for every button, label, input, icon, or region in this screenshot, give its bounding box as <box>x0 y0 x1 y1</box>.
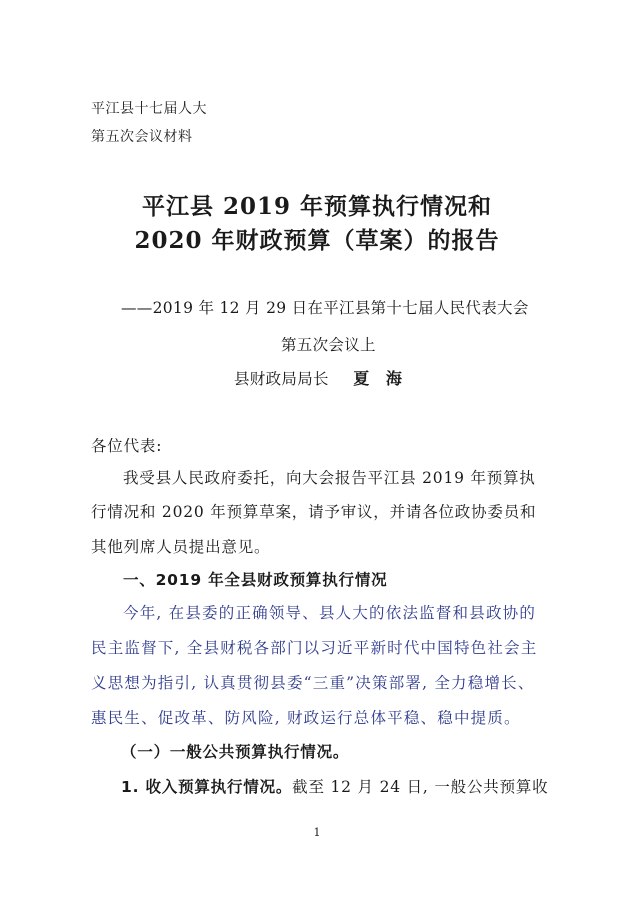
paragraph-line: 民主监督下, 全县财税各部门以习近平新时代中国特色社会主 <box>91 639 538 657</box>
item-label: 1. 收入预算执行情况。 <box>121 778 293 796</box>
salutation: 各位代表: <box>91 437 163 455</box>
item-line <box>121 775 548 797</box>
paragraph-line: 其他列席人员提出意见。 <box>91 538 271 556</box>
item-text: 截至 12 月 24 日, 一般公共预算收 <box>292 778 549 796</box>
report-title-line1: 平江县 2019 年预算执行情况和 <box>141 193 493 220</box>
paragraph-line: 今年, 在县委的正确领导、县人大的依法监督和县政协的 <box>123 604 537 622</box>
section-heading: 一、2019 年全县财政预算执行情况 <box>123 571 388 589</box>
meeting-header-line1: 平江县十七届人大 <box>91 101 207 117</box>
paragraph-line: 惠民生、促改革、防风险, 财政运行总体平稳、稳中提质。 <box>91 709 521 727</box>
paragraph-line: 义思想为指引, 认真贯彻县委“三重”决策部署, 全力稳增长、 <box>91 674 535 692</box>
paragraph-line: 我受县人民政府委托，向大会报告平江县 2019 年预算执 <box>123 469 536 487</box>
paragraph-line: 行情况和 2020 年预算草案，请予审议，并请各位政协委员和 <box>91 503 537 521</box>
meeting-header-line2: 第五次会议材料 <box>91 129 193 145</box>
report-title-line2: 2020 年财政预算（草案）的报告 <box>134 227 500 254</box>
subtitle-line2: 第五次会议上 <box>281 336 376 354</box>
subtitle-line1: ——2019 年 12 月 29 日在平江县第十七届人民代表大会 <box>121 299 529 317</box>
speaker-line <box>234 366 402 389</box>
speaker-role: 县财政局局长 <box>234 370 329 388</box>
page-number: 1 <box>313 826 321 839</box>
subsection-heading: （一）一般公共预算执行情况。 <box>121 743 350 761</box>
speaker-name: 夏 海 <box>353 369 403 388</box>
